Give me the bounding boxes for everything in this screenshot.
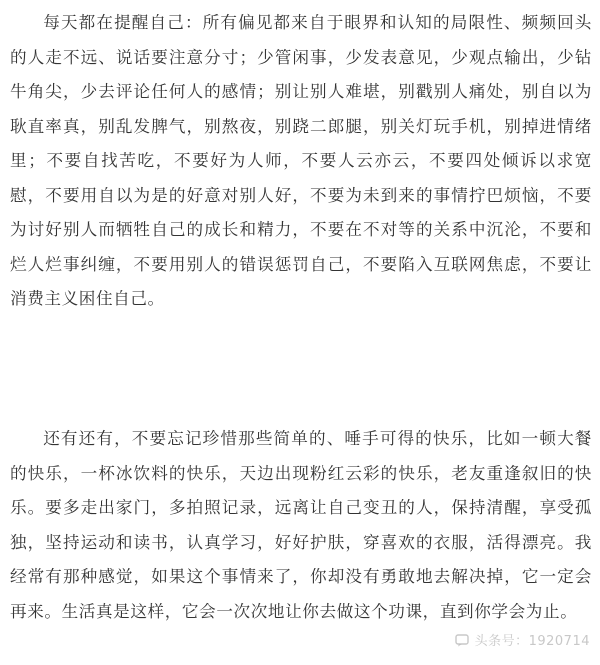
watermark: [455, 630, 590, 649]
watermark-text: 头条号：1920714: [474, 634, 590, 649]
toutiao-logo-icon: [455, 633, 471, 647]
article-paragraph-1: 每天都在提醒自己：所有偏见都来自于眼界和认知的局限性、频频回头的人走不远、说话要注意分寸；少管闲事，少发表意见，少观点输出，少钻牛角尖，少去评论任何人的感情；别让别人难堪，别戳别人痛处，别自以为耿直率真，别乱发脾气，别熬夜，别跷二郎腿，别关灯玩手机，别掉进情绪里；不要自找苦吃，不要好为人师，不要人云亦云，不要四处倾诉以求宽慰，不要用自以为是的好意对别人好，不要为未到来的事情拧巴烦恼，不要为讨好别人而牺牲自己的成长和精力，不要在不对等的关系中沉沦，不要和烂人烂事纠缠，不要用别人的错误惩罚自己，不要陷入互联网焦虑，不要让消费主义困住自己。: [10, 13, 592, 308]
article-paragraph-2: 还有还有，不要忘记珍惜那些简单的、唾手可得的快乐，比如一顿大餐的快乐，一杯冰饮料的快乐，天边出现粉红云彩的快乐，老友重逢叙旧的快乐。要多走出家门，多拍照记录，远离让自己变丑的人，保持清醒，享受孤独，坚持运动和读书，认真学习，好好护肤，穿喜欢的衣服，活得漂亮。我经常有那种感觉，如果这个事情来了，你却没有勇敢地去解决掉，它一定会再来。生活真是这样，它会一次次地让你去做这个功课，直到你学会为止。: [10, 429, 592, 621]
